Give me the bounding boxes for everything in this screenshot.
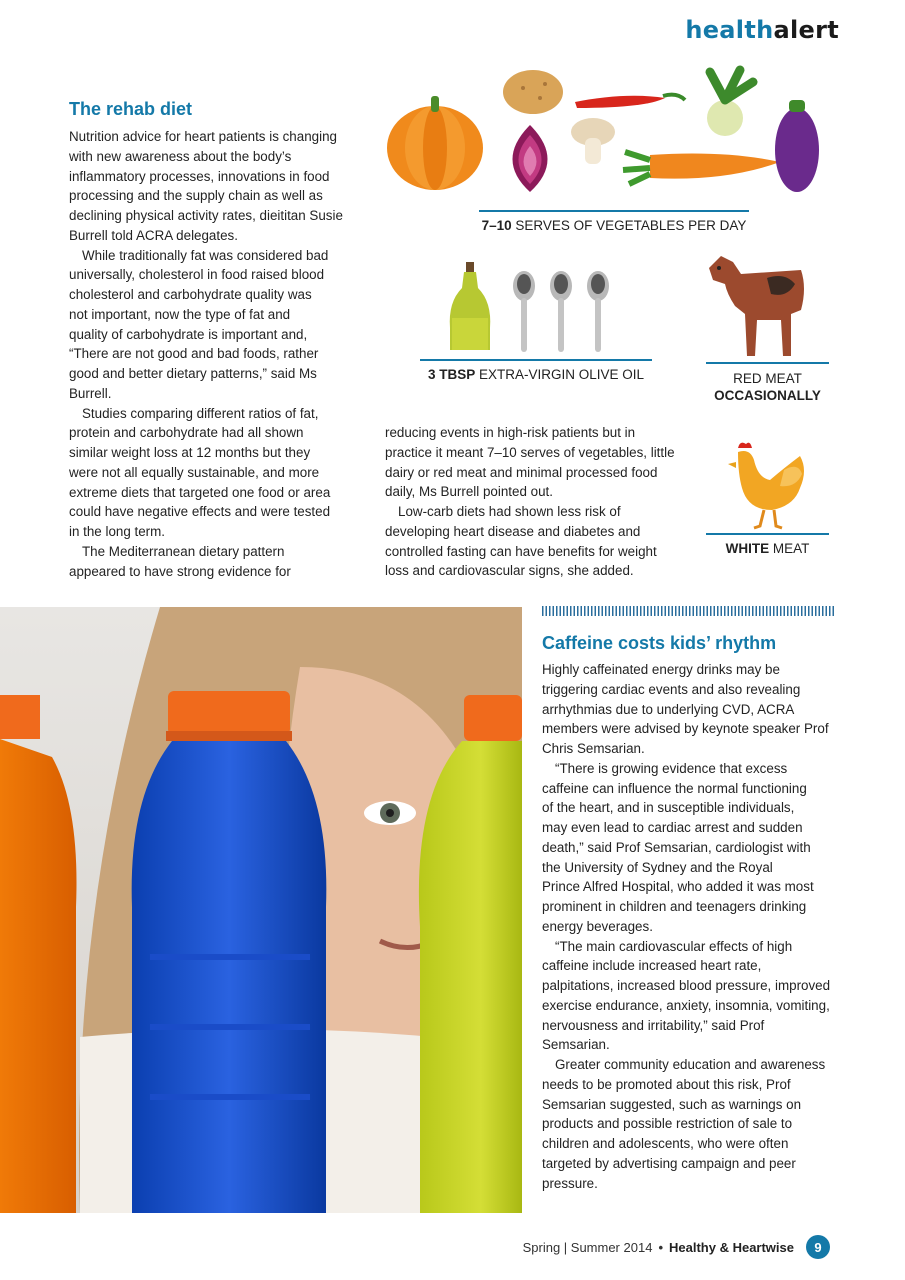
olive-oil-bottle-icon [450,262,491,350]
olive-oil-illustration [440,258,640,358]
olive-oil-caption [420,359,652,382]
spoon-icon [513,271,535,352]
paragraph: Low-carb diets had shown less risk of developing heart disease and diabetes and controlled fasting can have benefits for weight loss and cardiovascular signs, she added. [385,504,657,579]
mushroom-icon [571,118,615,164]
article-title-caffeine: Caffeine costs kids’ rhythm [542,633,777,653]
eggplant-icon [775,100,819,192]
chili-icon [575,95,685,108]
brand-part2: alert [773,16,839,44]
vegetables-illustration [385,60,825,200]
magazine-name: Healthy & Heartwise [669,1239,794,1255]
red-meat-label: RED MEAT [733,371,802,386]
section-divider [542,606,836,616]
energy-drinks-photo [0,607,522,1213]
footer-separator: • [658,1239,663,1255]
brand-part1: health [685,16,774,44]
paragraph: Highly caffeinated energy drinks may be triggering cardiac events and also revealing arrhythmias due to underlying CVD, ACRA members were advised by keynote speaker Prof Chris Semsarian. [542,662,829,756]
paragraph: “There is growing evidence that excess caffeine can influence the normal functioning of the heart, and in susceptible individuals, may even lead to cardiac arrest and sudden death,” said Prof Semsarian, cardiologist with the University of Sydney and the Royal Prince Alfred Hospital, who added it was most prominent in children and teenagers drinking energy beverages. [542,760,814,934]
blue-bottle [132,691,327,1213]
cow-icon [705,248,809,360]
white-meat-bold: WHITE [725,541,770,556]
red-meat-frequency: OCCASIONALLY [714,388,821,403]
paragraph: The Mediterranean dietary pattern appeared to have strong evidence for [69,543,291,579]
paragraph: Studies comparing different ratios of fat, protein and carbohydrate had all shown similar weight loss at 12 months but they were not all equally sustainable, and more extreme diets that targeted one food or area could have negative effects and were tested in the long term. [69,405,331,539]
vegetables-label: SERVES OF VEGETABLES PER DAY [511,218,747,233]
carrot-icon [623,152,780,184]
pumpkin-icon [387,96,483,190]
paragraph: “The main cardiovascular effects of high caffeine include increased heart rate, palpitations, increased blood pressure, improved exercise endurance, anxiety, insomnia, vomiting, nervousness and irritability,” said Prof Semsarian. [542,938,831,1053]
page-footer [523,1235,830,1259]
turnip-icon [707,70,753,136]
paragraph: While traditionally fat was considered bad universally, cholesterol in food raised blood cholesterol and carbohydrate quality was not important, now the type of fat and quality of carbohydrate is important and, “There are not good and bad foods, rather good and better dietary patterns,” said Ms Burrell. [69,247,329,401]
vegetables-amount: 7–10 [481,218,512,233]
spoon-icon [550,271,572,352]
brand-logo [685,16,839,44]
vegetables-caption [479,210,749,233]
article-title-rehab-diet: The rehab diet [69,99,193,119]
article-column-3 [542,660,835,1193]
spoon-icon [587,271,609,352]
page-number: 9 [806,1235,830,1259]
red-meat-caption [706,362,829,404]
chicken-icon [728,440,808,532]
white-meat-caption [706,533,829,556]
article-column-2 [385,423,680,581]
olive-oil-label: EXTRA-VIRGIN OLIVE OIL [475,367,645,382]
olive-oil-amount: 3 TBSP [427,367,476,382]
paragraph: Greater community education and awareness needs to be promoted about this risk, Prof Semsarian suggested, such as warnings on products and possible restriction of sale to children and adolescents, who were often targeted by advertising campaign and peer pressure. [542,1057,826,1191]
article-column-1 [69,127,361,581]
paragraph: Nutrition advice for heart patients is changing with new awareness about the body’s inflammatory processes, innovations in food processing and the supply chain as well as declining physical activity rates, dieititan Susie Burrell told ACRA delegates. [69,129,343,243]
issue-label: Spring | Summer 2014 [522,1239,653,1255]
potato-icon [503,70,563,114]
white-meat-label: MEAT [769,541,810,556]
paragraph: reducing events in high-risk patients but in practice it meant 7–10 serves of vegetables, little dairy or red meat and minimal processed food daily, Ms Burrell pointed out. [385,425,675,500]
onion-icon [513,125,548,192]
